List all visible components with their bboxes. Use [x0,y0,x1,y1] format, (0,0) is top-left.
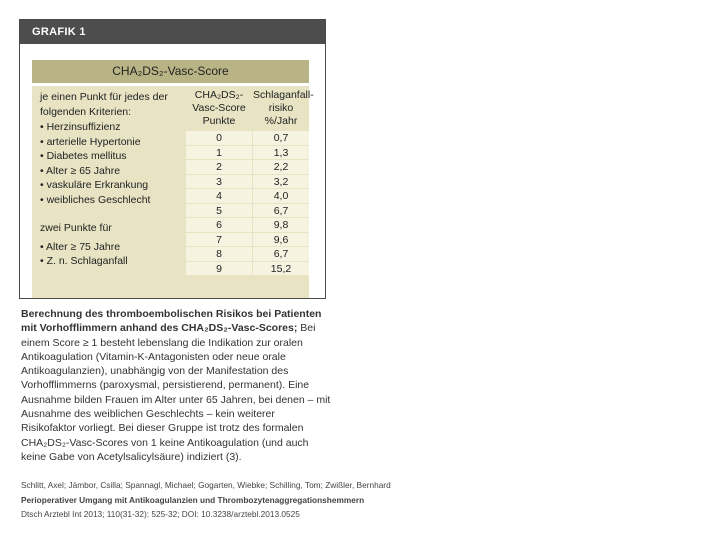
criterion-item: • Alter ≥ 65 Jahre [40,164,121,177]
points-column-header: CHA₂DS₂-Vasc-Score Punkte [186,86,252,130]
risk-cell: 1,3 [253,145,309,160]
criterion-item: • vaskuläre Erkrankung [40,179,149,191]
points-cell: 0 [186,130,252,145]
points-cell: 7 [186,232,252,247]
points-cell: 2 [186,159,252,174]
caption-title: Berechnung des thromboembolischen Risikos bei Patienten mit Vorhofflimmern anhand des CHA₂DS₂-Vasc-Scores; [21,308,322,335]
criterion-item: • Z. n. Schlaganfall [40,255,128,267]
criterion-item: • Herzinsuffizienz [40,121,121,133]
risk-cell: 6,7 [253,203,309,218]
risk-cell: 4,0 [253,188,309,203]
points-cell: 9 [186,261,252,276]
points-cell: 8 [186,246,252,261]
citation-source: Dtsch Arztebl Int 2013; 110(31-32): 525-32; DOI: 10.3238/arztebl.2013.0525 [21,509,300,519]
points-column [186,86,252,275]
risk-cell: 2,2 [253,159,309,174]
points-cell: 5 [186,203,252,218]
criterion-item: • Diabetes mellitus [40,150,127,162]
figure-header: GRAFIK 1 [20,20,325,44]
risk-column-header: Schlaganfall-risiko %/Jahr [253,86,309,130]
points-cell: 3 [186,174,252,189]
risk-cell: 9,8 [253,217,309,232]
points-cell: 6 [186,217,252,232]
criterion-item: • arterielle Hypertonie [40,135,141,148]
points-cell: 4 [186,188,252,203]
two-points-intro: zwei Punkte für [40,222,112,234]
risk-cell: 9,6 [253,232,309,247]
criterion-item: • Alter ≥ 75 Jahre [40,240,121,253]
criteria-intro: je einen Punkt für jedes der folgenden Kriterien: [40,91,168,118]
risk-cell: 0,7 [253,130,309,145]
citation-title: Perioperativer Umgang mit Antikoagulanzien und Thrombozytenaggregationshemmern [21,494,365,505]
score-table-title: CHA₂DS₂-Vasc-Score [32,60,309,83]
citation [21,478,711,522]
criterion-item: • weibliches Geschlecht [40,193,151,206]
caption-body: Bei einem Score ≥ 1 besteht lebenslang die Indikation zur oralen Antikoagulation (Vitamin-K-Antagonisten oder neue orale Antikoagulanzien), unabhängig von der Manifestation des Vorhofflimmerns (paroxysmal, persistierend, permanent). Eine Ausnahme bilden Frauen im Alter unter 65 Jahren, bei denen – mit Ausnahme des weiblichen Geschlechts – kein weiterer Risikofaktor vorliegt. Bei dieser Gruppe ist trotz des formalen CHA₂DS₂-Vasc-Scores von 1 keine Antikoagulation (und auch keine Gabe von Acetylsalicylsäure) indiziert (3). [21,322,331,463]
figure-caption [21,307,331,464]
score-table [32,86,314,298]
risk-cell: 6,7 [253,246,309,261]
risk-cell: 3,2 [253,174,309,189]
risk-column [253,86,314,275]
points-cell: 1 [186,145,252,160]
figure-box [19,19,326,299]
risk-cell: 15,2 [253,261,309,276]
citation-authors: Schlitt, Axel; Jámbor, Csilla; Spannagl, Michael; Gogarten, Wiebke; Schilling, Tom; Zwißler, Bernhard [21,480,391,490]
criteria-column [40,90,190,269]
